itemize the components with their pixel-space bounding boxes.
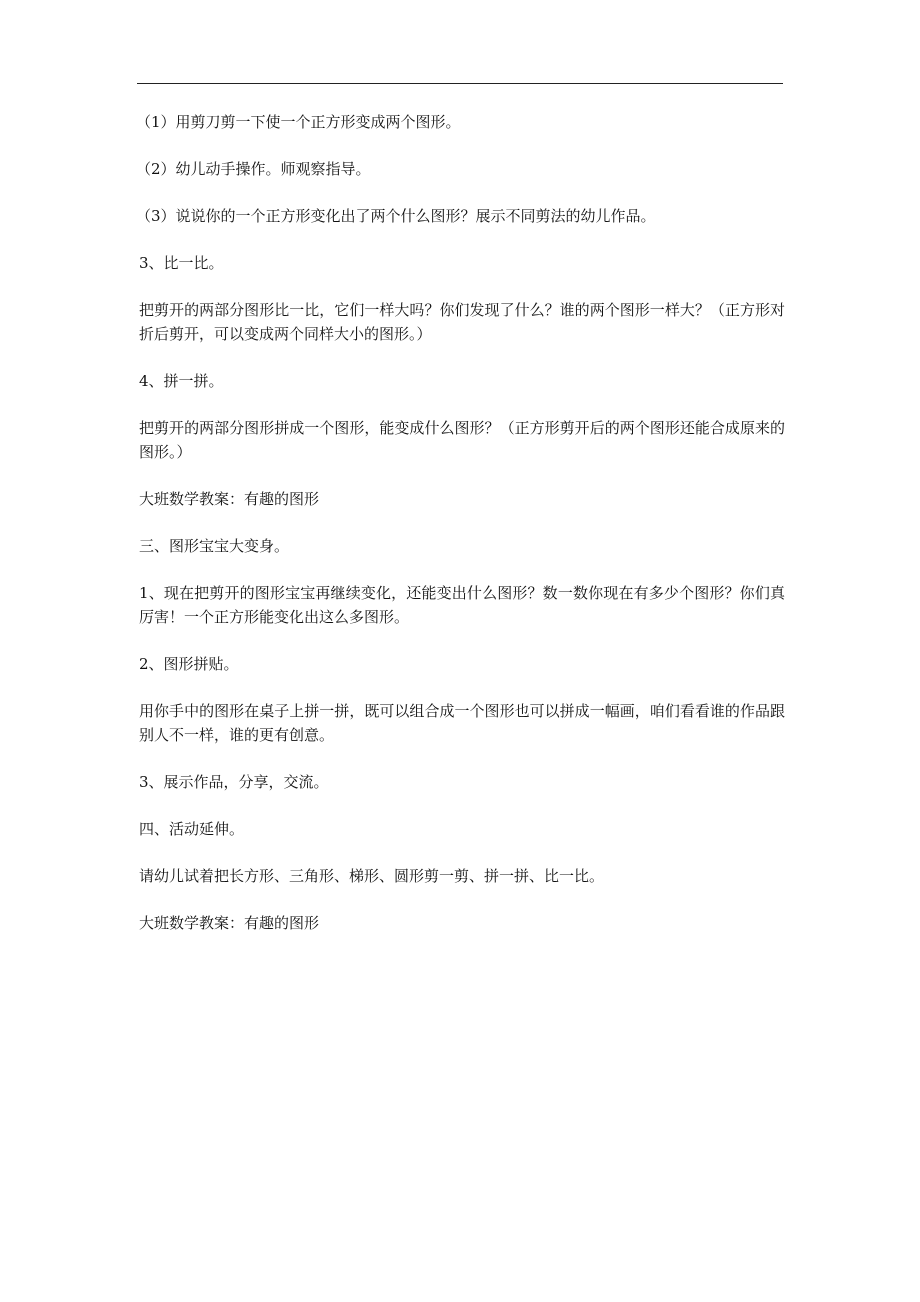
lesson-title-footer: 大班数学教案：有趣的图形 xyxy=(139,914,320,932)
step-2-text: （2）幼儿动手操作。师观察指导。 xyxy=(136,160,371,178)
section-three-heading: 三、图形宝宝大变身。 xyxy=(139,537,290,555)
header-rule xyxy=(137,83,783,84)
collage-heading: 2、图形拼贴。 xyxy=(139,655,239,673)
showcase-paragraph: 3、展示作品，分享，交流。 xyxy=(139,773,329,791)
compare-paragraph: 把剪开的两部分图形比一比，它们一样大吗？你们发现了什么？谁的两个图形一样大？（正方形对折后剪开，可以变成两个同样大小的图形。） xyxy=(139,301,785,343)
lesson-title-line: 大班数学教案：有趣的图形 xyxy=(139,490,320,508)
transform-paragraph: 1、现在把剪开的图形宝宝再继续变化，还能变出什么图形？数一数你现在有多少个图形？你们真厉害！一个正方形能变化出这么多图形。 xyxy=(139,584,785,626)
section-four-heading: 四、活动延伸。 xyxy=(139,820,245,838)
extension-paragraph: 请幼儿试着把长方形、三角形、梯形、圆形剪一剪、拼一拼、比一比。 xyxy=(139,867,605,885)
collage-paragraph: 用你手中的图形在桌子上拼一拼，既可以组合成一个图形也可以拼成一幅画，咱们看看谁的作品跟别人不一样，谁的更有创意。 xyxy=(139,702,785,744)
step-1-text: （1）用剪刀剪一下使一个正方形变成两个图形。 xyxy=(136,113,461,131)
section-compare-heading: 3、比一比。 xyxy=(139,254,224,272)
section-assemble-heading: 4、拼一拼。 xyxy=(139,372,224,390)
step-3-text: （3）说说你的一个正方形变化出了两个什么图形？展示不同剪法的幼儿作品。 xyxy=(136,207,656,225)
document-body xyxy=(136,110,785,958)
assemble-paragraph: 把剪开的两部分图形拼成一个图形，能变成什么图形？（正方形剪开后的两个图形还能合成原来的图形。） xyxy=(139,419,785,461)
